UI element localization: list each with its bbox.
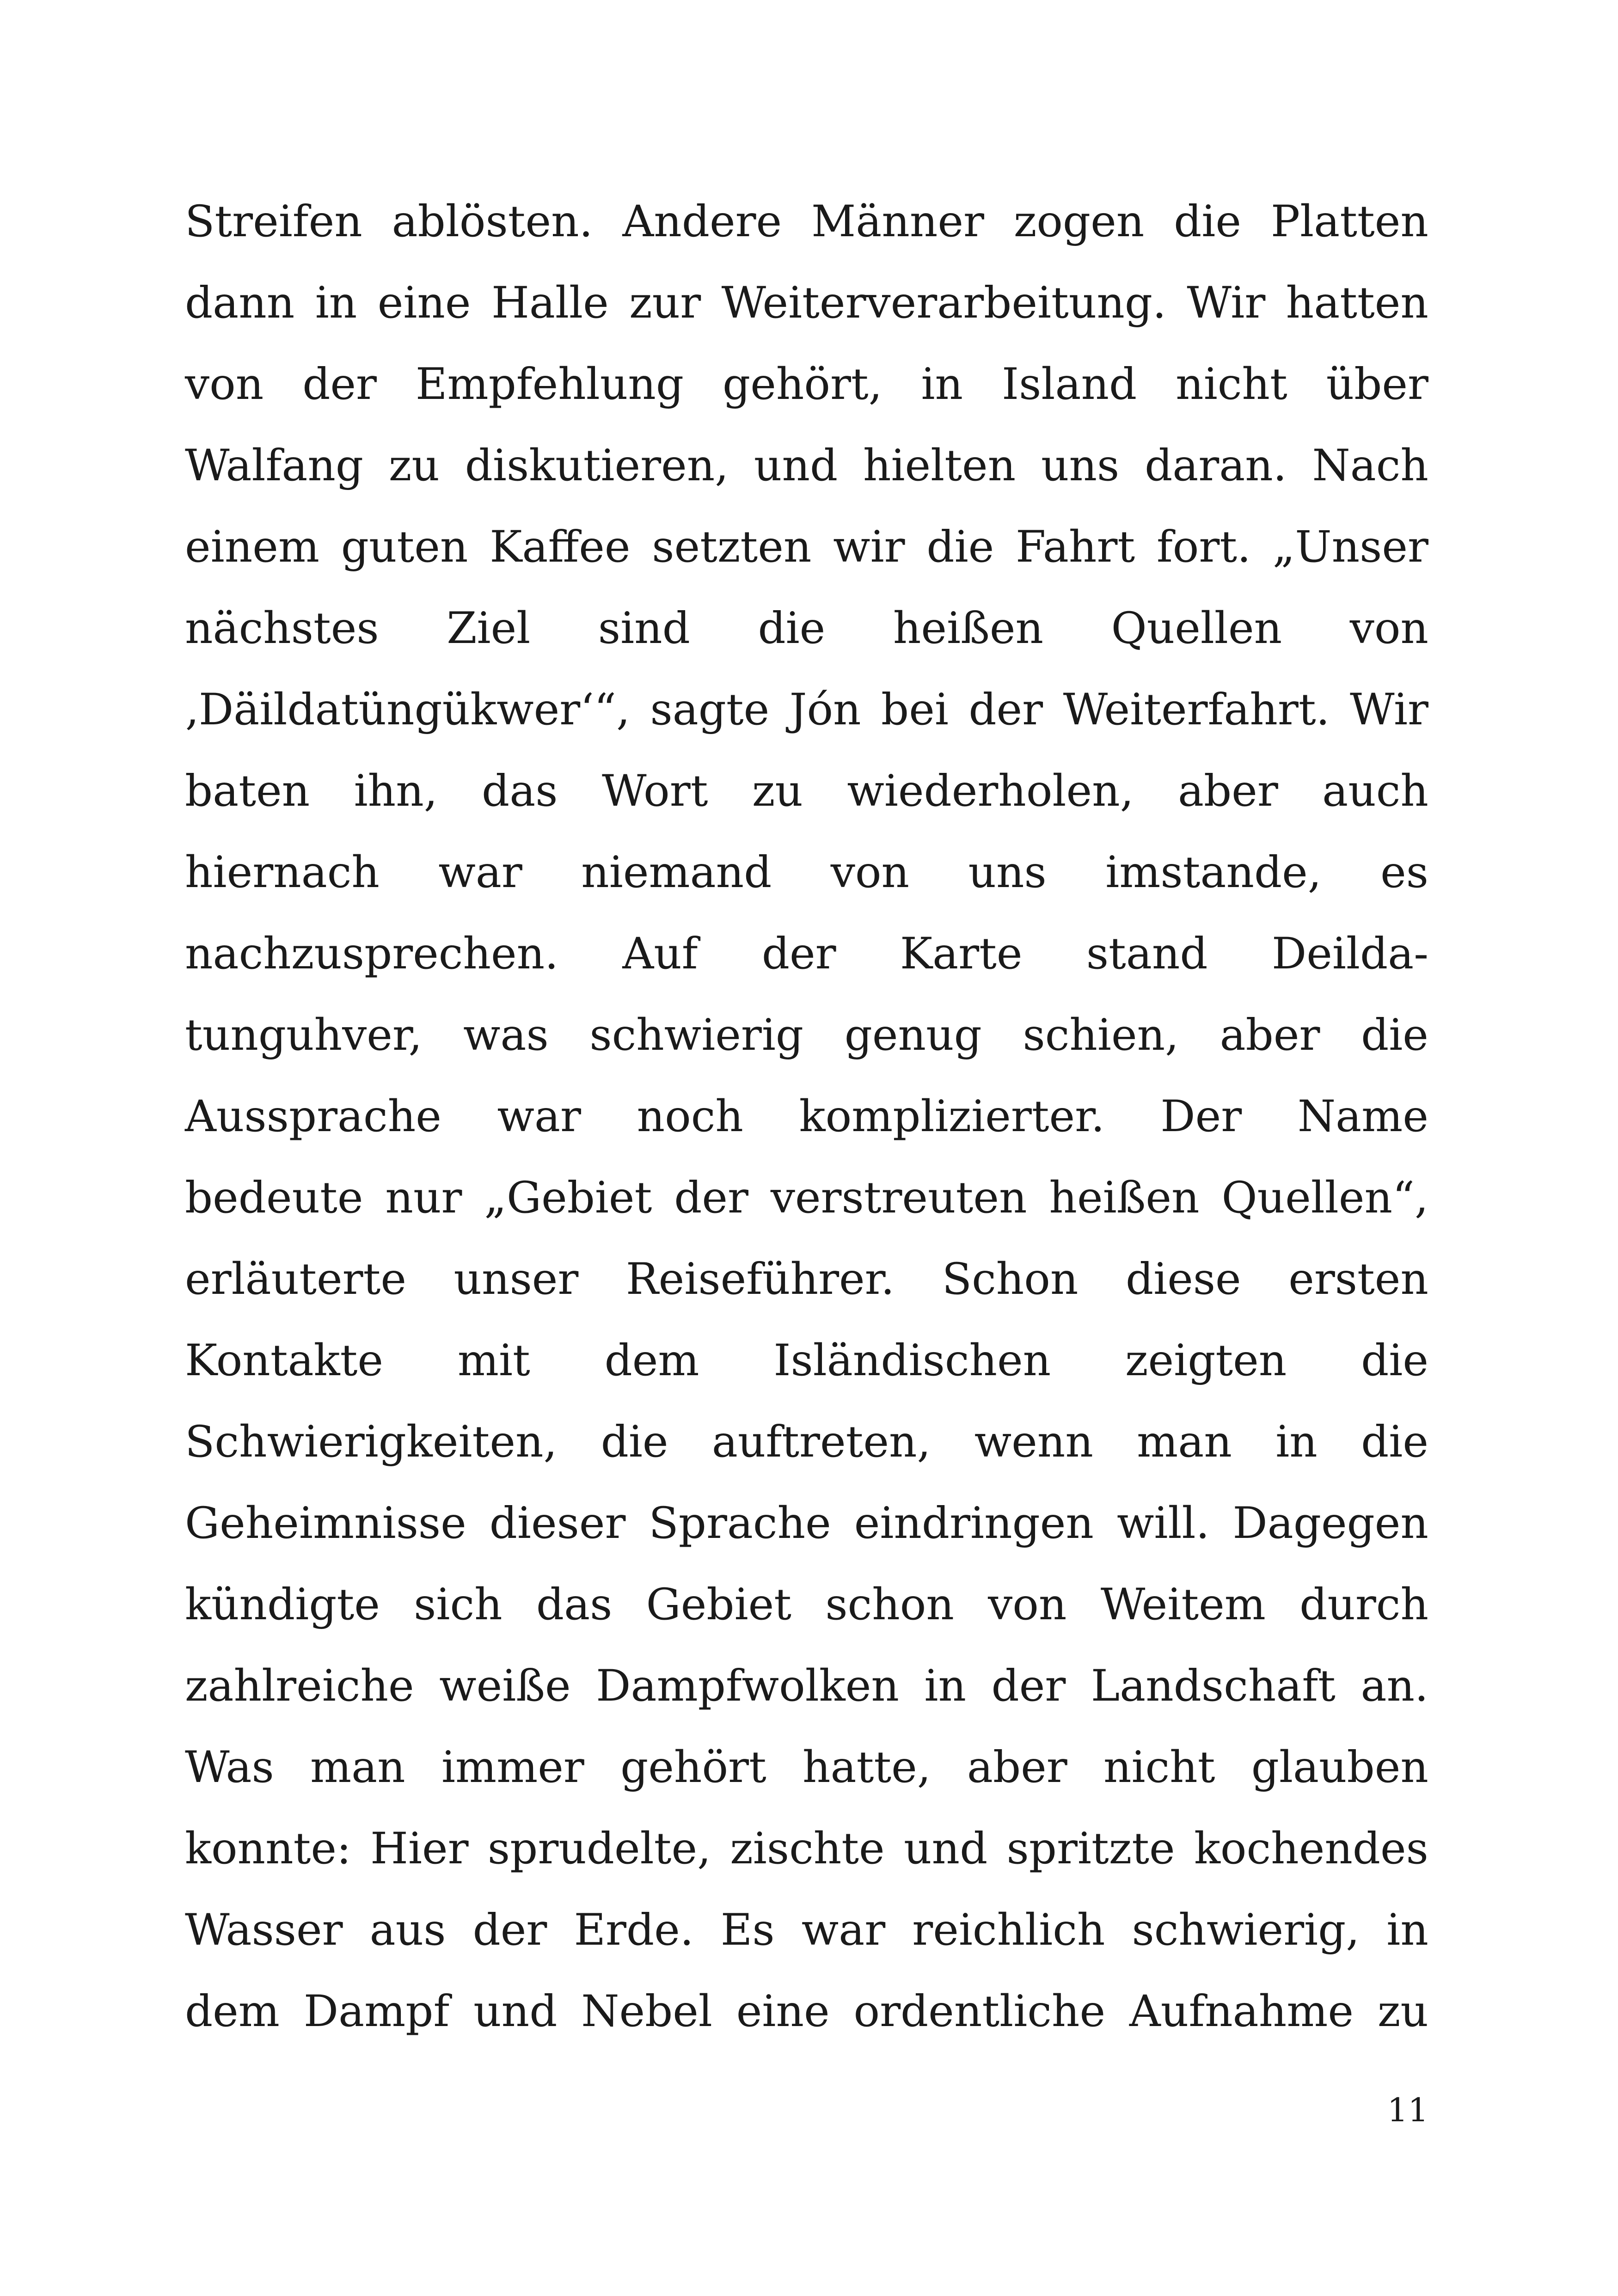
word: uns	[1041, 441, 1120, 491]
word: genug	[844, 1010, 982, 1060]
word: Reiseführer.	[625, 1254, 895, 1304]
word: nicht	[1103, 1742, 1215, 1793]
word: tunguhver,	[185, 1010, 423, 1060]
word: Ziel	[447, 603, 531, 654]
word: die	[758, 603, 826, 654]
text-line	[185, 995, 1428, 1076]
word: nächstes	[185, 603, 379, 654]
text-line	[185, 181, 1428, 263]
word: auch	[1322, 766, 1428, 816]
word: wenn	[974, 1417, 1093, 1467]
word: Kontakte	[185, 1335, 384, 1386]
word: der	[968, 685, 1043, 735]
word: Fahrt	[1016, 522, 1135, 572]
word: dieser	[489, 1498, 626, 1549]
word: Der	[1160, 1091, 1242, 1142]
text-line	[185, 1890, 1428, 1971]
word: kündigte	[185, 1580, 380, 1630]
word: es	[1380, 847, 1428, 898]
body-text	[185, 181, 1428, 2052]
word: sich	[414, 1580, 503, 1630]
word: schien,	[1023, 1010, 1179, 1060]
word: Schon	[942, 1254, 1079, 1304]
word: durch	[1299, 1580, 1428, 1630]
word: Nebel	[581, 1986, 712, 2037]
word: hatten	[1286, 278, 1428, 328]
text-line	[185, 425, 1428, 507]
word: wir	[833, 522, 905, 572]
word: aber	[967, 1742, 1067, 1793]
word: „Unser	[1272, 522, 1428, 572]
word: die	[1361, 1010, 1428, 1060]
word: unser	[454, 1254, 579, 1304]
word: immer	[441, 1742, 584, 1793]
word: hielten	[863, 441, 1016, 491]
word: wiederholen,	[847, 766, 1134, 816]
word: Deilda-	[1271, 929, 1428, 979]
word: und	[473, 1986, 558, 2037]
text-line	[185, 1320, 1428, 1402]
word: und	[903, 1824, 988, 1874]
text-line	[185, 1646, 1428, 1727]
word: aus	[369, 1905, 446, 1955]
word: in	[924, 1661, 967, 1711]
word: die	[601, 1417, 668, 1467]
text-line	[185, 1157, 1428, 1239]
text-line	[185, 1564, 1428, 1646]
word: Empfehlung	[415, 359, 684, 410]
word: glauben	[1251, 1742, 1428, 1793]
word: die	[1361, 1417, 1428, 1467]
word: gehört,	[723, 359, 883, 410]
word: der	[674, 1173, 748, 1223]
word: heißen	[1049, 1173, 1200, 1223]
word: dann	[185, 278, 295, 328]
word: nachzusprechen.	[185, 929, 559, 979]
word: Dampfwolken	[596, 1661, 899, 1711]
word: eine	[736, 1986, 830, 2037]
word: Sprache	[649, 1498, 831, 1549]
word: konnte:	[185, 1824, 351, 1874]
word: der	[302, 359, 377, 410]
word: diese	[1125, 1254, 1241, 1304]
text-line	[185, 1808, 1428, 1890]
word: von	[1349, 603, 1428, 654]
word: Wir	[1187, 278, 1266, 328]
word: zu	[1377, 1986, 1428, 2037]
word: schon	[825, 1580, 954, 1630]
text-line	[185, 588, 1428, 669]
word: was	[463, 1010, 549, 1060]
word: Karte	[900, 929, 1023, 979]
text-line	[185, 344, 1428, 425]
word: ihn,	[354, 766, 438, 816]
word: zischte	[730, 1824, 885, 1874]
text-line	[185, 1402, 1428, 1483]
word: man	[310, 1742, 405, 1793]
word: Isländischen	[773, 1335, 1051, 1386]
word: zu	[388, 441, 440, 491]
word: Andere	[622, 196, 782, 247]
word: Jón	[789, 685, 861, 735]
word: imstande,	[1105, 847, 1322, 898]
word: Hier	[370, 1824, 469, 1874]
word: die	[926, 522, 994, 572]
word: das	[482, 766, 558, 816]
word: in	[921, 359, 963, 410]
word: Auf	[622, 929, 698, 979]
word: Aussprache	[185, 1091, 441, 1142]
word: nur	[385, 1173, 462, 1223]
word: von	[830, 847, 910, 898]
word: der	[472, 1905, 547, 1955]
word: in	[1275, 1417, 1318, 1467]
word: Halle	[491, 278, 609, 328]
word: man	[1137, 1417, 1232, 1467]
word: hiernach	[185, 847, 380, 898]
word: Schwierigkeiten,	[185, 1417, 558, 1467]
word: zur	[629, 278, 701, 328]
text-line	[185, 913, 1428, 995]
word: Wort	[601, 766, 708, 816]
word: zahlreiche	[185, 1661, 414, 1711]
word: Kaffee	[490, 522, 631, 572]
word: die	[1361, 1335, 1428, 1386]
word: an.	[1361, 1661, 1428, 1711]
text-line	[185, 1483, 1428, 1564]
word: dem	[185, 1986, 280, 2037]
word: dem	[604, 1335, 699, 1386]
word: fort.	[1156, 522, 1251, 572]
word: ablösten.	[392, 196, 593, 247]
word: eine	[377, 278, 471, 328]
word: nicht	[1176, 359, 1287, 410]
word: diskutieren,	[465, 441, 729, 491]
word: komplizierter.	[799, 1091, 1105, 1142]
word: sagte	[650, 685, 770, 735]
text-line	[185, 1971, 1428, 2052]
word: auftreten,	[711, 1417, 931, 1467]
text-line	[185, 751, 1428, 832]
word: will.	[1116, 1498, 1210, 1549]
text-line	[185, 263, 1428, 344]
word: aber	[1177, 766, 1278, 816]
word: Platten	[1270, 196, 1428, 247]
word: Aufnahme	[1129, 1986, 1354, 2037]
word: spritzte	[1006, 1824, 1175, 1874]
word: Männer	[811, 196, 984, 247]
word: reichlich	[912, 1905, 1105, 1955]
word: einem	[185, 522, 319, 572]
word: Es	[720, 1905, 775, 1955]
word: zu	[752, 766, 803, 816]
word: zeigten	[1125, 1335, 1287, 1386]
word: sind	[598, 603, 690, 654]
word: mit	[457, 1335, 530, 1386]
word: Gebiet	[646, 1580, 792, 1630]
word: verstreuten	[770, 1173, 1027, 1223]
word: aber	[1220, 1010, 1320, 1060]
word: kochendes	[1194, 1824, 1428, 1874]
word: Quellen	[1111, 603, 1282, 654]
word: ‚Däildatüngükwer‘“,	[185, 685, 630, 735]
word: in	[315, 278, 357, 328]
word: Landschaft	[1091, 1661, 1336, 1711]
word: der	[991, 1661, 1066, 1711]
word: ersten	[1288, 1254, 1428, 1304]
word: guten	[341, 522, 468, 572]
word: daran.	[1145, 441, 1287, 491]
word: sprudelte,	[487, 1824, 711, 1874]
word: Was	[185, 1742, 274, 1793]
word: und	[754, 441, 838, 491]
word: bedeute	[185, 1173, 363, 1223]
text-line	[185, 1076, 1428, 1157]
text-line	[185, 507, 1428, 588]
page-number: 11	[1387, 2091, 1428, 2129]
word: Weiterfahrt.	[1063, 685, 1330, 735]
word: gehört	[620, 1742, 766, 1793]
word: Weitem	[1100, 1580, 1266, 1630]
text-line	[185, 1727, 1428, 1808]
word: baten	[185, 766, 310, 816]
word: Wasser	[185, 1905, 343, 1955]
word: war	[438, 847, 522, 898]
word: noch	[637, 1091, 743, 1142]
word: Quellen“,	[1221, 1173, 1428, 1223]
word: stand	[1086, 929, 1208, 979]
text-line	[185, 669, 1428, 751]
word: erläuterte	[185, 1254, 406, 1304]
word: Erde.	[574, 1905, 694, 1955]
word: die	[1174, 196, 1241, 247]
word: niemand	[581, 847, 772, 898]
word: von	[988, 1580, 1067, 1630]
word: heißen	[893, 603, 1044, 654]
word: Dagegen	[1232, 1498, 1428, 1549]
word: zogen	[1013, 196, 1145, 247]
word: war	[497, 1091, 581, 1142]
word: Geheimnisse	[185, 1498, 466, 1549]
word: war	[801, 1905, 886, 1955]
word: Nach	[1312, 441, 1428, 491]
word: uns	[968, 847, 1047, 898]
word: über	[1326, 359, 1428, 410]
word: eindringen	[854, 1498, 1094, 1549]
word: Island	[1002, 359, 1137, 410]
word: weiße	[439, 1661, 571, 1711]
word: „Gebiet	[484, 1173, 652, 1223]
word: Walfang	[185, 441, 364, 491]
text-line	[185, 832, 1428, 913]
word: von	[185, 359, 264, 410]
word: Wir	[1349, 685, 1428, 735]
word: schwierig	[589, 1010, 804, 1060]
word: Name	[1297, 1091, 1428, 1142]
word: schwierig,	[1132, 1905, 1360, 1955]
word: ordentliche	[853, 1986, 1106, 2037]
word: der	[761, 929, 836, 979]
word: das	[536, 1580, 613, 1630]
word: hatte,	[803, 1742, 931, 1793]
word: bei	[881, 685, 949, 735]
word: setzten	[652, 522, 812, 572]
word: Weiterverarbeitung.	[721, 278, 1166, 328]
word: Streifen	[185, 196, 362, 247]
word: in	[1386, 1905, 1428, 1955]
word: Dampf	[303, 1986, 450, 2037]
text-line	[185, 1239, 1428, 1320]
